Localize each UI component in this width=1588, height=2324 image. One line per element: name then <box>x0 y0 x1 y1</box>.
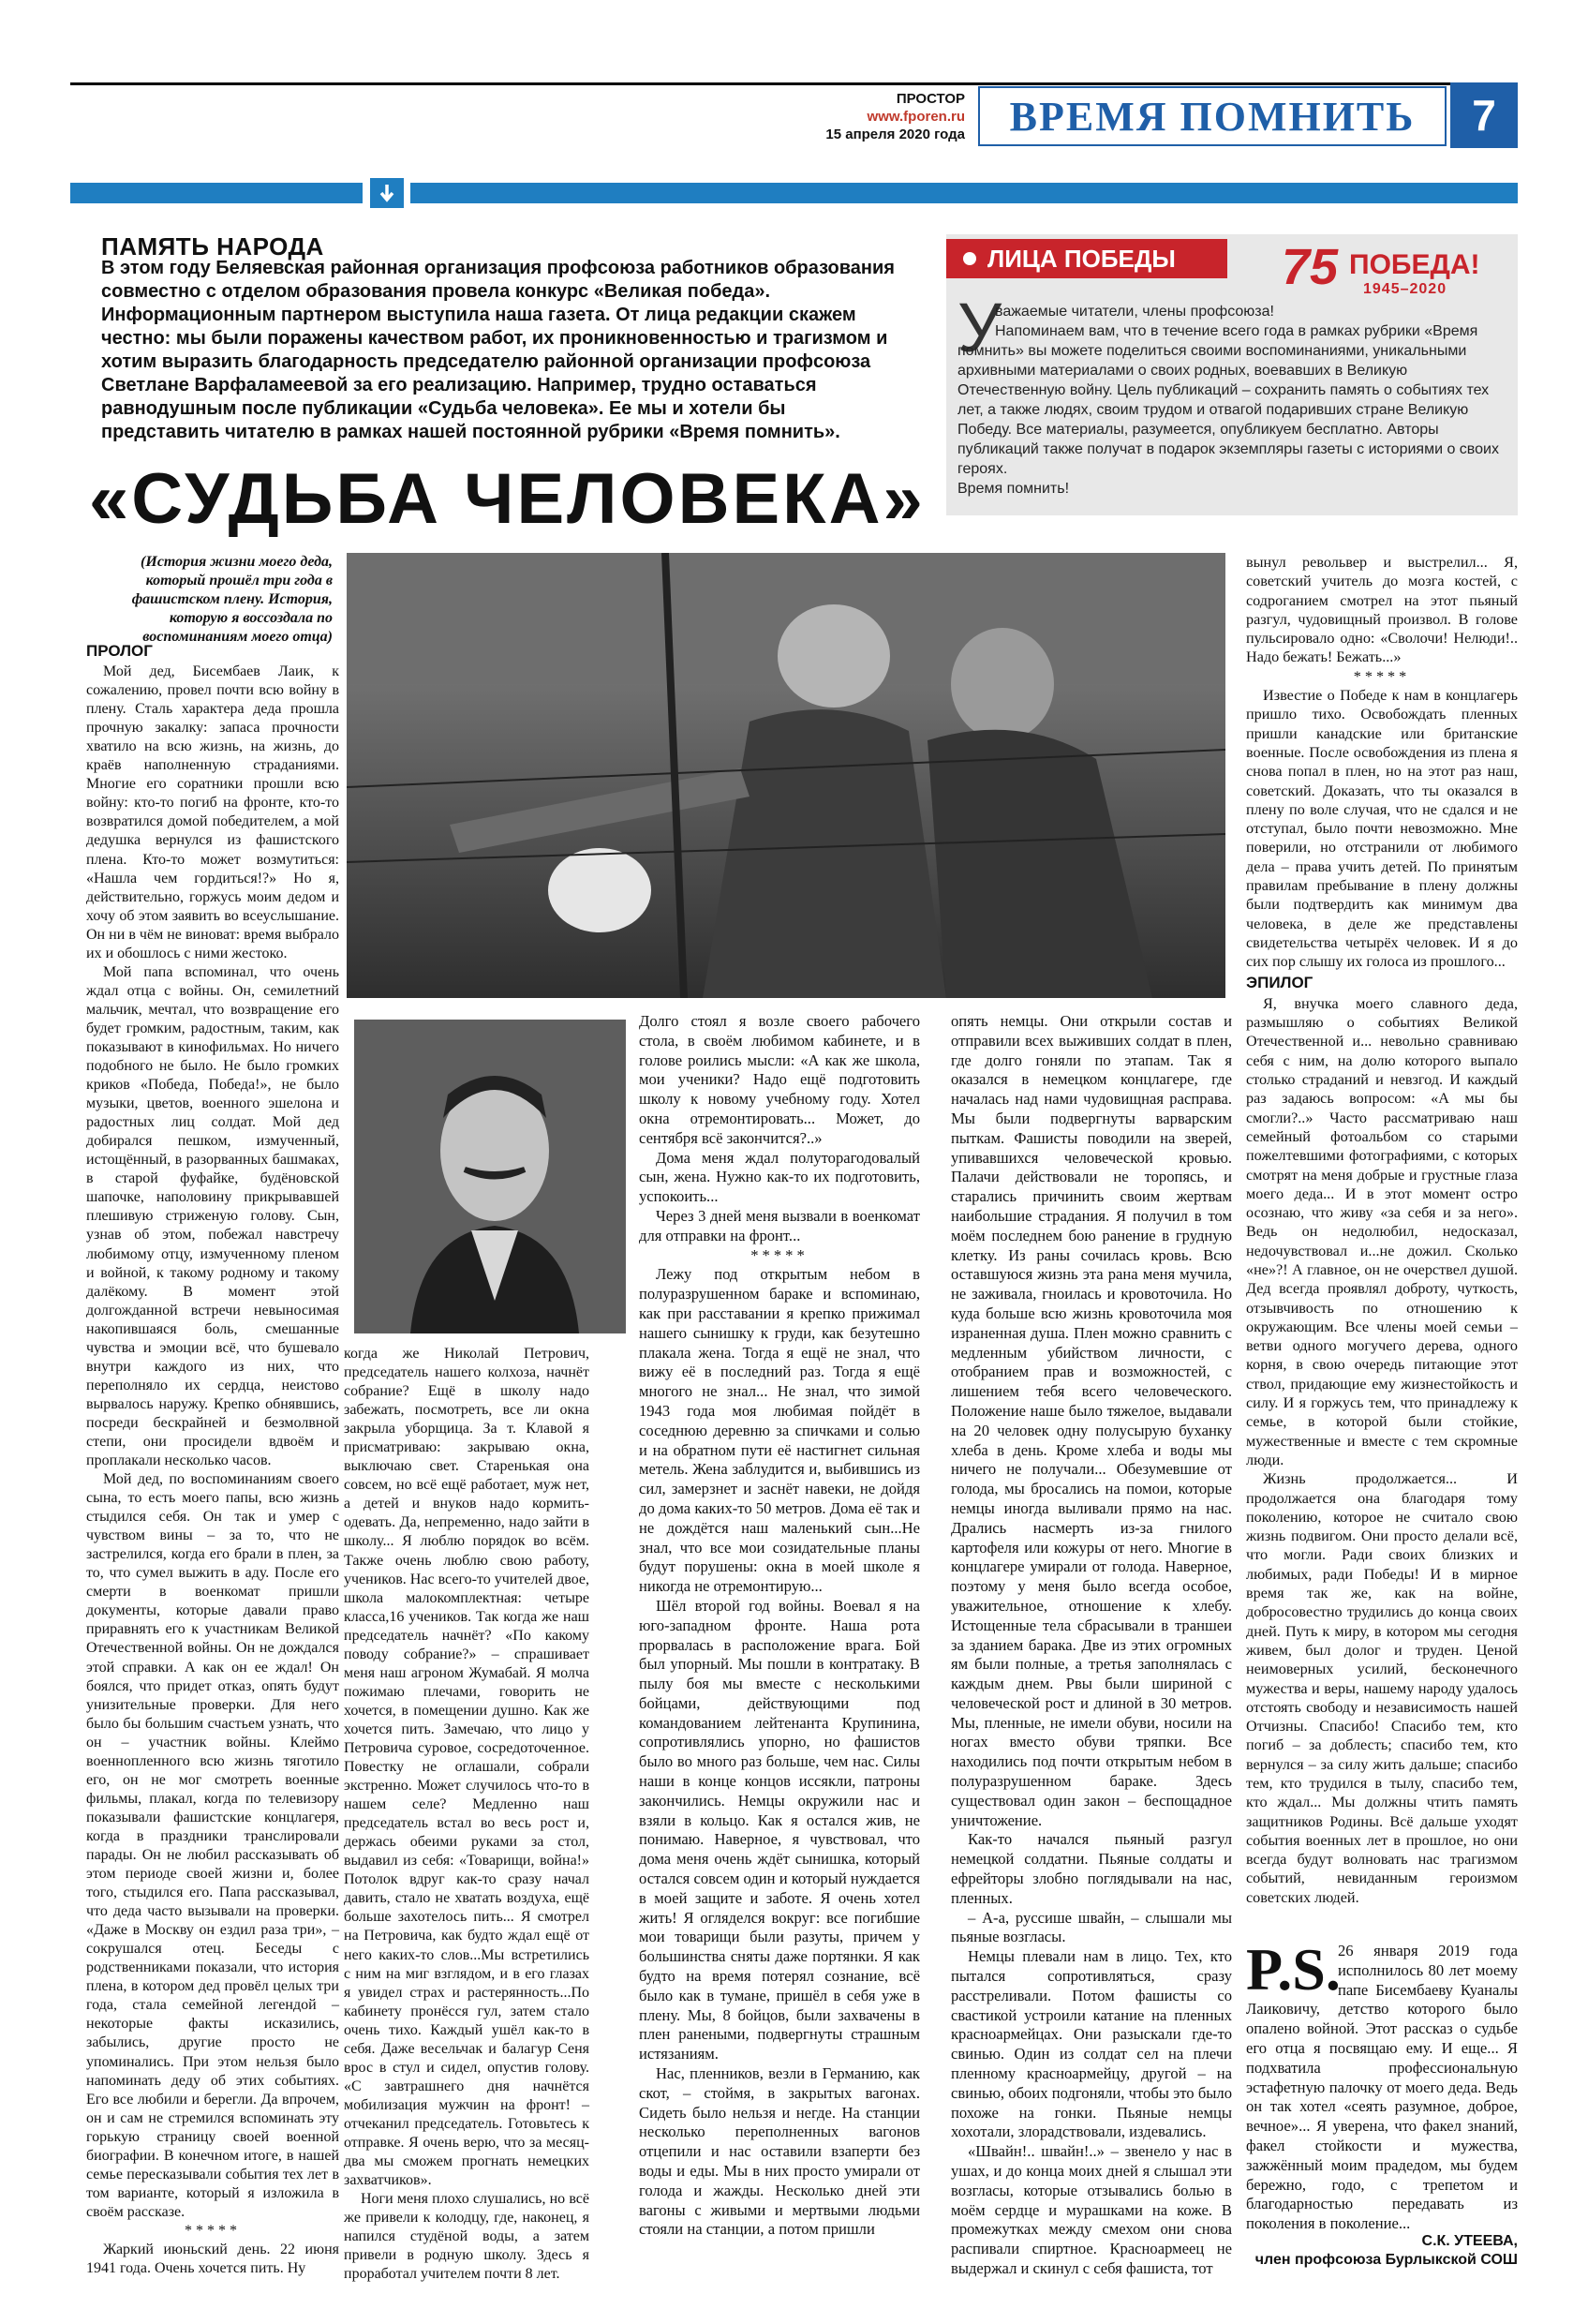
grandfather-portrait <box>354 1020 626 1333</box>
paragraph: – А-а, руссише швайн, – слышали мы пьяные возгласы. <box>951 1908 1232 1946</box>
article-title: «СУДЬБА ЧЕЛОВЕКА» <box>89 459 926 539</box>
header-rule <box>70 82 1518 85</box>
paragraph: опять немцы. Они открыли состав и отправили всех выживших солдат в плен, где долго гоняли по этапам. Так я оказался в немецком концлагере, где началась над нами чудовищная расправа. Мы были подвергнуты варварским пыткам. Фашисты поводили на зверей, упивавшихся человеческой кровью. Палачи действовали не торопясь, и старались причинить своим жертвам наибольшие страдания. Я получил в том моём последнем бою ранение в грудную клетку. Из раны сочилась кровь. Всю оставшуюся жизнь эта рана меня мучила, не заживала, гноилась и кровоточила. Но куда больше всю жизнь кровоточила моя израненная душа. Плен можно сравнить с медленным убийством личности, с отобранием прав и возможностей, с лишением тебя всего человеческого. Положение наше было тяжелое, выдавали на 20 человек одну полусырую буханку хлеба в день. Кроме хлеба и воды мы ничего не получали... Обезумевшие от голода, мы бросались на помои, которые немцы иногда выливали прямо на нас. Дрались насмерть из-за гнилого картофеля или кожуры от него. Многие в концлагере умирали от голода. Наверное, поэтому у меня было всегда особое, уважительное, отношение к хлебу. Истощенные тела сбрасывали в траншеи за зданием барака. Две из этих огромных ям были полные, а третья заполнялась с каждым днем. Рвы были шириной с человеческой рост и длиной в 30 метров. Мы, пленные, не имели обуви, носили на ногах вместо обуви тряпки. Все находились под почти открытым небом в полуразрушенном бараке. Здесь существовал один закон – беспощадное уничтожение. <box>951 1012 1232 1829</box>
victory-logo-years: 1945–2020 <box>1363 281 1447 297</box>
paragraph: Как-то начался пьяный разгул немецкой солдатни. Пьяные солдаты и ефрейторы злобно поглядывали на нас, пленных. <box>951 1830 1232 1907</box>
paragraph: Шёл второй год войны. Воевал я на юго-западном фронте. Наша рота прорвалась в расположение врага. Бой был упорный. Мы пошли в контратаку. В пылу боя мы вместе с несколькими бойцами, действующими под командованием лейтенанта Крупинина, сопротивлялись упорно, но фашистов было во много раз больше, чем нас. Силы наши в конце концов иссякли, патроны закончились. Немцы окружили нас и взяли в кольцо. Как я остался жив, не понимаю. Наверное, я чувствовал, что дома меня очень ждёт сынишка, который остался совсем один и который нуждается в моей защите и заботе. Я очень хотел жить! Я огляделся вокруг: все погибшие мои товарищи были разуты, причем у большинства сняты даже портянки. Я как будто на время потерял сознание, всё было как в тумане, пришёл в себя уже в плену. Мы, 8 бойцов, были захвачены в плен ранеными, подвергнуты страшным истязаниям. <box>639 1596 920 2063</box>
stars-divider: ***** <box>185 2222 241 2239</box>
article-column-4 <box>951 1012 1232 2279</box>
section-band-left <box>70 183 363 203</box>
victory-logo-word: ПОБЕДА! <box>1349 249 1480 280</box>
paragraph: Известие о Победе к нам в концлагерь пришло тихо. Освобождать пленных пришли канадские или британские военные. После освобождения из плена я снова попал в плен, но на этот раз наш, советский. Доказать, что ты оказался в плену по воле случая, что не сдался и не отступал, было почти невозможно. Мне поверили, но отстранили от любимого дела – права учить детей. По принятым правилам пребывание в плену должны были подтвердить как минимум два человека, в деле же представлены свидетельства четырёх человек. И я до сих пор слышу их голоса из прошлого... <box>1246 687 1518 971</box>
paragraph: Долго стоял я возле своего рабочего стола, в своём любимом кабинете, и в голове роились мысли: «А как же школа, мои ученики? Надо ещё подготовить школу к новому учебному году. Хотел окна отремонтировать... Может, до сентября всё закончится?..» <box>639 1012 920 1147</box>
paragraph: Нас, пленников, везли в Германию, как скот, – стоймя, в закрытых вагонах. Сидеть было нельзя и негде. На станции несколько переполненных вагонов отцепили и нас оставили взаперти без воды и еды. Мы в них просто умирали от голода и жажды. Несколько дней эти вагоны с живыми и мертвыми людьми стояли на станции, а потом пришли <box>639 2064 920 2239</box>
article-column-2 <box>344 1345 589 2284</box>
article-column-1 <box>86 640 339 2278</box>
article-column-3 <box>639 1012 920 2240</box>
war-prisoners-photo <box>347 553 1225 998</box>
paragraph: Мой дед, по воспоминаниям своего сына, то есть моего папы, всю жизнь стыдился себя. Он так и умер с чувством вины – за то, что не застрелился, когда его брали в плен, за то, что сумел выжить в аду. После его смерти в военкомат пришли документы, которые давали право приравнять его к участникам Великой Отечественной войны. Он не дождался этой справки. А как он ее ждал! Он боялся, что придет отказ, опять будут унизительные проверки. Для него было бы большим счастьем узнать, что он – участник войны. Клеймо военнопленного всю жизнь тяготило его, он не мог смотреть военные фильмы, плакал, когда по телевизору показывали фашистские концлагеря, когда в праздники транслировали парады. Он не любил рассказывать об этом периоде своей жизни и, более того, стыдился его. Папа рассказывал, что деда часто вызывали на проверки. «Даже в Москву он ездил раза три», – сокрушался отец. Беседы с родственниками показали, что история плена, в котором дед провёл целых три года, стала семейной легендой – некоторые факты исказились, забылись, другие просто не упоминались. При этом нельзя было напоминать деду об этих событиях. Его все любили и берегли. Да впрочем, он и сам не стремился вспоминать эту горькую страницу своей военной биографии. В конечном итоге, в нашей семье пересказывали события тех лет в том варианте, который я изложила в своём рассказе. <box>86 1471 339 2220</box>
faces-paragraph: Напоминаем вам, что в течение всего года в рамках рубрики «Время помнить» вы можете поделиться своими воспоминаниями, уникальными архивными материалами о своих родных, воевавших в Великую Отечественную войну. Цель публикаций – сохранить память о событиях тех лет, а также людях, своим трудом и отвагой подаривших стране Великую Победу. Все материалы, разумеется, опубликуем бесплатно. Авторы публикаций также получат в подарок экземпляры газеты с историями о своих героях. <box>957 323 1499 477</box>
page-number: 7 <box>1450 82 1518 148</box>
paragraph: вынул револьвер и выстрелил... Я, советский учитель до мозга костей, с содроганием смотрел на этот пьяный разгул, чудовищный произвол. В голове пульсировало одно: «Сволочи! Нелюди!.. Надо бежать! Бежать...» <box>1246 554 1518 666</box>
masthead <box>787 90 965 143</box>
article-column-5 <box>1246 553 1518 1907</box>
bullet-icon <box>963 252 976 265</box>
paragraph: «Швайн!.. швайн!..» – звенело у нас в ушах, и до конца моих дней я слышал эти возгласы, которые отзывались болью в моём сердце и мурашками на коже. В промежутках между смехом они снова распивали спиртное. Красноармеец не выдержал и скинул с себя фашиста, тот <box>951 2142 1232 2277</box>
paper-name: ПРОСТОР <box>896 91 965 107</box>
postscript-mark: P.S. <box>1246 1936 1341 2003</box>
victory-75-logo: 75 <box>1282 239 1339 295</box>
author-role: член профсоюза Бурлыкской СОШ <box>1254 2252 1518 2268</box>
paper-site: www.fporen.ru <box>867 109 965 125</box>
intro-heading: ПАМЯТЬ НАРОДА <box>101 232 324 261</box>
down-arrow-icon <box>370 178 404 208</box>
paragraph: когда же Николай Петрович, председатель нашего колхоза, начнёт собрание? Ещё в школу надо забежать, посмотреть, все ли окна закрыла уборщица. За т. Клавой я присматриваю: закрываю окна, выключаю свет. Старенькая она совсем, но всё ещё работает, муж нет, а детей и внуков надо кормить-одевать. Да, непременно, надо зайти в школу... Я люблю порядок во всём. Также очень люблю свою работу, учеников. Нас всего-то учителей двое, школа малокомплектная: четыре класса,16 учеников. Так когда же наш председатель начнёт? «По какому поводу собрание?» – спрашивает меня наш агроном Жумабай. Я молча пожимаю плечами, говорить не хочется, в помещении душно. Как же хочется пить. Замечаю, что лицо у Петровича суровое, сосредоточенное. Повестку не оглашали, собрали экстренно. Может случилось что-то в нашем селе? Медленно наш председатель встал во весь рост и, держась обеими руками за стол, выдавил из себя: «Товарищи, война!» Потолок вдруг как-то сразу начал давить, стало не хватать воздуха, ещё больше захотелось пить... Я смотрел на Петровича, как будто ждал ещё от него каких-то слов...Мы встретились с ним на миг взглядом, и в его глазах я увидел страх и растерянность...По кабинету пронёсся гул, затем стало очень тихо. Каждый ушёл как-то в себя. Даже весельчак и балагур Сеня врос в стул и сидел, опустив голову. «С завтрашнего дня начнётся мобилизация мужчин на фронт! – отчеканил председатель. Готовьтесь к отправке. Я очень верю, что за месяц-два мы сможем прогнать немецких захватчиков». <box>344 1346 589 2189</box>
article-subtitle: (История жизни моего деда, который прошёл три года в фашистском плену. История, которую я воссоздала по воспоминаниям моего отца) <box>131 554 333 645</box>
paragraph: Через 3 дней меня вызвали в военкомат для отправки на фронт... <box>639 1206 920 1244</box>
faces-paragraph: важаемые читатели, члены профсоюза! <box>995 304 1274 320</box>
drop-cap: У <box>957 289 1002 366</box>
faces-paragraph: Время помнить! <box>957 481 1070 497</box>
paragraph: Я, внучка моего славного деда, размышляю о событиях Великой Отечественной и... невольно сравниваю себя с ним, на долю которого выпало столько страданий и невзгод. И каждый раз задаюсь вопросом: «А мы бы смогли?..» Часто рассматриваю наш семейный фотоальбом со старыми пожелтевшими фотографиями, с которых смотрят на меня добрые и грустные глаза моего деда... И в этот момент остро осознаю, что живу «за себя и за него». Ведь он недолюбил, недосказал, недочувствовал и...не дожил. Сколько «не»?! А главное, он не очерствел душой. Дед всегда проявлял доброту, чуткость, отзывчивость по отношению к окружающим. Все члены моей семьи – ветви одного могучего дерева, одного корня, в свою очередь питающие этот ствол, придающие ему жизнестойкость и силу. И я горжусь тем, что принадлежу к семье, в которой были стойкие, мужественные и вместе с тем скромные люди. <box>1246 994 1518 1468</box>
paragraph: Мой папа вспоминал, что очень ждал отца с войны. Он, семилетний мальчик, мечтал, что возвращение его будет громким, радостным, таким, как показывают в кинофильмах. Но ничего подобного не было. Не было громких криков «Победа, Победа!», не было музыки, цветов, военного эшелона и радостных лиц солдат. Мой дед добирался пешком, измученный, истощённый, в разорванных башмаках, в старой фуфайке, будёновской шапочке, наполовину прикрывавшей плешивую стриженую голову. Сын, узнав об этом, побежал навстречу любимому отцу, измученному пленом и войной, к такому родному и такому далёкому. В момент этой долгожданной встречи невыносимая накопившаяся боль, смешанные чувства и эмоции всё, что бушевало внутри каждого из них, что переполняло их сердца, неистово вырвалось наружу. Крепко обнявшись, посреди бескрайней и безмолвной степи, они просидели вдвоём и проплакали несколько часов. <box>86 963 339 1469</box>
stars-divider: ***** <box>750 1245 809 1264</box>
section-heading-epilogue: ЭПИЛОГ <box>1246 973 1313 991</box>
author-name: С.К. УТЕЕВА, <box>1421 2233 1518 2249</box>
paragraph: Дома меня ждал полуторагодовалый сын, жена. Нужно как-то их подготовить, успокоить... <box>639 1148 920 1206</box>
paragraph: Жизнь продолжается... И продолжается она благодаря тому поколению, которое не считало свою жизнь подвигом. Они просто делали всё, что могли. Ради своих близких и любимых, ради Победы! И в мирное время так же, как на войне, добросовестно трудились до конца своих дней. Путь к миру, в котором мы сегодня живем, был долог и труден. Ценой неимоверных усилий, бесконечного мужества и веры, нашему народу удалось отстоять свободу и независимость нашей Отчизны. Спасибо! Спасибо тем, кто погиб – за доблесть; спасибо тем, кто вернулся – за силу жить дальше; спасибо тем, кто трудился в тылу, спасибо тем, кто ждал... Мы должны чтить память защитников Родины. Всё дальше уходят события военных лет в прошлое, но они всегда будут волновать нас трагизмом событий, невиданным героизмом советских людей. <box>1246 1470 1518 1906</box>
paragraph: Немцы плевали нам в лицо. Тех, кто пытался сопротивляться, сразу расстреливали. Потом фашисты со свастикой устроили катание на пленных красноармейцах. Они разыскали где-то свинью. Один из солдат сел на плечи пленному красноармейцу, другой – на свинью, обоих подгоняли, чтобы это было похоже на гонки. Пьяные немцы хохотали, злорадствовали, издевались. <box>951 1947 1232 2141</box>
postscript-text: 26 января 2019 года исполнилось 80 лет моему папе Бисембаеву Куаналы Лаиковичу, детство которого было опалено войной. Этот рассказ о судьбе его отца я посвящаю ему. И еще... Я подхватила профессиональную эстафетную палочку от моего деда. Ведь он так хотел «сеять разумное, доброе, вечное»... Я уверена, что факел знаний, факел стойкости и мужества, зажжённый моим прадедом, мы будем бережно, годо, с трепетом и благодарностью передавать из поколения в поколение... <box>1246 1942 1518 2233</box>
stars-divider: ***** <box>1353 667 1411 685</box>
paragraph: Ноги меня плохо слушались, но всё же привели к колодцу, где, наконец, я напился студёной воды, а затем привели в родную школу. Здесь я проработал учителем почти 8 лет. <box>344 2191 589 2283</box>
intro-text: В этом году Беляевская районная организация профсоюза работников образования совместно с отделом образования провела конкурс «Великая победа». Информационным партнером выступила наша газета. От лица редакции скажем честно: мы были поражены качеством работ, их проникновенностью и трагизмом и хотим выразить благодарность председателю районной организации профсоюза Светлане Варфаламеевой за его реализацию. Например, трудно оставаться равнодушным после публикации «Судьба человека». Ее мы и хотели бы представить читателю в рамках нашей постоянной рубрики «Время помнить». <box>101 258 895 442</box>
issue-date: 15 апреля 2020 года <box>825 127 965 142</box>
rubric-title: ВРЕМЯ ПОМНИТЬ <box>1009 93 1416 140</box>
paragraph: Жаркий июньский день. 22 июня 1941 года. Очень хочется пить. Ну <box>86 2241 339 2277</box>
faces-of-victory-text <box>957 302 1501 499</box>
section-band-right <box>410 183 1518 203</box>
section-heading-prologue: ПРОЛОГ <box>86 642 153 660</box>
faces-of-victory-label <box>946 239 1227 278</box>
faces-of-victory-title: ЛИЦА ПОБЕДЫ <box>987 244 1176 273</box>
paragraph: Лежу под открытым небом в полуразрушенном бараке и вспоминаю, как при расставании я крепко прижимал нашего сынишку к груди, как безутешно плакала жена. Тогда я ещё не знал, что вижу её в последний раз. Тогда я ещё многого не знал... Не знал, что зимой 1943 года моя любимая пойдёт в соседнюю деревню за спичками и солью и на обратном пути её настигнет сильная метель. Жена заблудится и, выбившись из сил, замерзнет и заснёт навеки, не дойдя до дома каких-то 50 метров. Дома её так и не дождётся наш маленький сын...Не знал, что все мои созидательные планы будут порушены: окна в моей школе я никогда не отремонтирую... <box>639 1265 920 1596</box>
paragraph: Мой дед, Бисембаев Лаик, к сожалению, провел почти всю войну в плену. Сталь характера деда прошла прочную закалку: запаса прочности хватило на всю жизнь, на жизнь, до краёв наполненную страданиями. Многие его соратники прошли всю войну: кто-то погиб на фронте, кто-то возвратился домой победителем, а мой дедушка вернулся из фашистского плена. Кто-то может возмутиться: «Нашла чем гордиться!?» Но я, действительно, горжусь моим дедом и хочу об этом заявить во всеуслышание. Он ни в чём не виноват: время выбрало их и обошлось с ними жестоко. <box>86 663 339 961</box>
rubric-box <box>978 86 1447 146</box>
